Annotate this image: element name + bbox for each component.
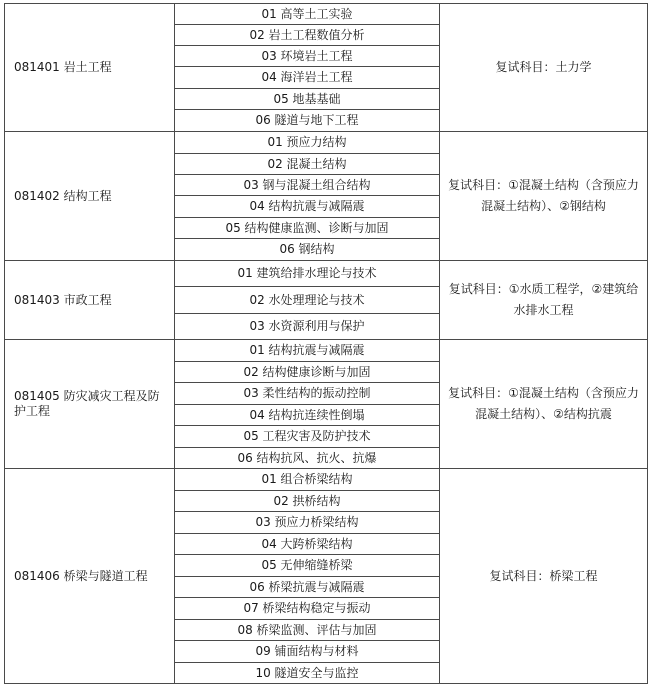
research-direction-cell: 05 结构健康监测、诊断与加固 (175, 218, 440, 239)
research-direction-cell: 09 铺面结构与材料 (175, 641, 440, 663)
research-direction-cell: 02 混凝土结构 (175, 154, 440, 175)
research-direction-cell: 03 水资源利用与保护 (175, 314, 440, 340)
research-direction-cell: 04 海洋岩土工程 (175, 67, 440, 89)
research-direction-cell: 03 预应力桥梁结构 (175, 512, 440, 534)
research-direction-cell: 03 柔性结构的振动控制 (175, 383, 440, 405)
research-direction-cell: 04 大跨桥梁结构 (175, 534, 440, 555)
major-name-cell: 081403 市政工程 (5, 261, 175, 340)
retest-subjects-cell: 复试科目：①水质工程学，②建筑给水排水工程 (440, 261, 648, 340)
research-direction-cell: 02 结构健康诊断与加固 (175, 362, 440, 383)
research-direction-cell: 06 隧道与地下工程 (175, 110, 440, 132)
research-direction-cell: 01 组合桥梁结构 (175, 469, 440, 491)
major-name-cell: 081405 防灾减灾工程及防护工程 (5, 340, 175, 469)
retest-subjects-cell: 复试科目：①混凝土结构（含预应力混凝土结构）、②钢结构 (440, 132, 648, 261)
research-direction-cell: 01 高等土工实验 (175, 4, 440, 25)
research-direction-cell: 03 环境岩土工程 (175, 46, 440, 67)
table-row (5, 469, 648, 491)
research-direction-cell: 07 桥梁结构稳定与振动 (175, 598, 440, 620)
research-direction-cell: 01 预应力结构 (175, 132, 440, 154)
research-direction-cell: 06 桥梁抗震与减隔震 (175, 577, 440, 598)
table-row (5, 261, 648, 287)
research-direction-cell: 04 结构抗震与减隔震 (175, 196, 440, 218)
research-direction-cell: 01 建筑给排水理论与技术 (175, 261, 440, 287)
table-row (5, 132, 648, 154)
research-direction-cell: 06 钢结构 (175, 239, 440, 261)
research-direction-cell: 05 工程灾害及防护技术 (175, 426, 440, 448)
table-row (5, 340, 648, 362)
research-direction-cell: 02 水处理理论与技术 (175, 287, 440, 314)
research-direction-cell: 05 地基基础 (175, 89, 440, 110)
research-direction-cell: 02 岩土工程数值分析 (175, 25, 440, 46)
major-name-cell: 081406 桥梁与隧道工程 (5, 469, 175, 684)
research-direction-cell: 04 结构抗连续性倒塌 (175, 405, 440, 426)
research-direction-cell: 06 结构抗风、抗火、抗爆 (175, 448, 440, 469)
retest-subjects-cell: 复试科目：①混凝土结构（含预应力混凝土结构）、②结构抗震 (440, 340, 648, 469)
research-direction-cell: 01 结构抗震与减隔震 (175, 340, 440, 362)
research-direction-cell: 02 拱桥结构 (175, 491, 440, 512)
research-direction-cell: 05 无伸缩缝桥梁 (175, 555, 440, 577)
majors-table-body (5, 4, 648, 684)
major-name-cell: 081402 结构工程 (5, 132, 175, 261)
research-direction-cell: 03 钢与混凝土组合结构 (175, 175, 440, 196)
majors-table (4, 3, 648, 684)
retest-subjects-cell: 复试科目：桥梁工程 (440, 469, 648, 684)
table-row (5, 4, 648, 25)
research-direction-cell: 10 隧道安全与监控 (175, 663, 440, 684)
retest-subjects-cell: 复试科目：土力学 (440, 4, 648, 132)
major-name-cell: 081401 岩土工程 (5, 4, 175, 132)
research-direction-cell: 08 桥梁监测、评估与加固 (175, 620, 440, 641)
